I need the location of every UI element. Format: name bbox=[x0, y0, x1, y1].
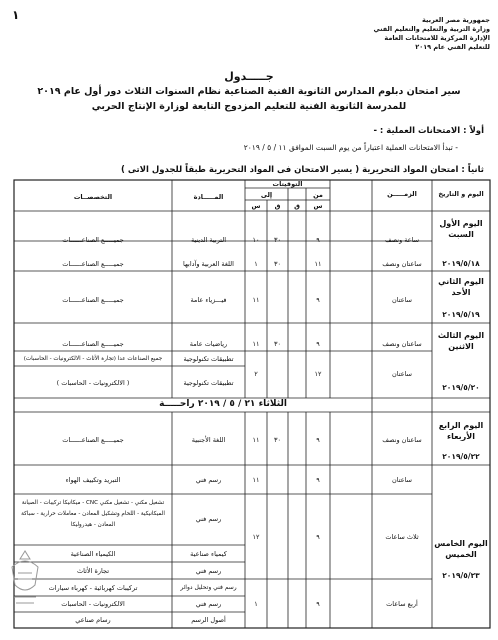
from-hour-cell: ٩ bbox=[316, 296, 320, 304]
subject-cell: تطبيقات تكنولوجية bbox=[183, 355, 234, 363]
specialization-cell: الكيمياء الصناعية bbox=[70, 550, 116, 558]
document-title: جـــــدول bbox=[224, 70, 274, 83]
subject-cell: رسم فني وتحليل دوائر bbox=[180, 584, 237, 591]
to-minute-cell: ٣٠ bbox=[274, 436, 281, 444]
specialization-cell: رسام صناعي bbox=[75, 616, 111, 624]
header-from-hour: س bbox=[313, 202, 323, 210]
header-specialization: التخصصــات bbox=[73, 193, 113, 201]
day-5-cell: اليوم الخامس الخميس bbox=[434, 539, 488, 559]
from-hour-cell: ٩ bbox=[316, 533, 320, 541]
header-from: من bbox=[313, 191, 323, 199]
subject-cell: رسم فني bbox=[195, 476, 222, 484]
to-hour-cell: ١٠ bbox=[252, 236, 260, 244]
to-hour-cell: ١١ bbox=[252, 436, 260, 444]
subject-cell: تطبيقات تكنولوجية bbox=[183, 379, 234, 387]
duration-cell: ساعة ونصف bbox=[384, 236, 420, 244]
header-day-date: اليوم و التاريخ bbox=[438, 190, 484, 198]
subject-cell: كيمياء صناعية bbox=[190, 550, 227, 558]
specialization-cell: تجارة الأثاث bbox=[76, 567, 110, 575]
subject-cell: رياضيات عامة bbox=[189, 340, 228, 348]
duration-cell: أربع ساعات bbox=[386, 600, 418, 608]
subject-cell: فيـــزياء عامة bbox=[190, 296, 227, 304]
document-subtitle: سير امتحان دبلوم المدارس الثانوية الفنية الصناعية نظام السنوات الثلاث دور أول عام ٢٠١٩ bbox=[37, 86, 461, 97]
to-minute-cell: ٣٠ bbox=[274, 260, 281, 268]
section-practical-note: - تبدأ الامتحانات العملية اعتباراً من يوم السبت الموافق ١١ / ٥ / ٢٠١٩ bbox=[243, 143, 458, 152]
header-to-hour: س bbox=[251, 202, 261, 210]
to-hour-cell: ٢ bbox=[254, 370, 258, 378]
ministry-line: جمهورية مصر العربية bbox=[422, 16, 490, 24]
specialization-cell: جميع الصناعات عدا (تجارة الأثاث - الالكترونيات - الحاسبات) bbox=[23, 356, 163, 362]
section-practical-title: أولاً : الامتحانات العملية : - bbox=[373, 126, 484, 136]
page-number: ١ bbox=[12, 8, 20, 22]
specialization-cell: الالكترونيات - الحاسبات bbox=[61, 600, 125, 608]
to-minute-cell: ٣٠ bbox=[274, 236, 281, 244]
to-hour-cell: ١٢ bbox=[252, 533, 260, 541]
day-4-date: ٢٠١٩/٥/٢٢ bbox=[442, 452, 480, 461]
from-hour-cell: ٩ bbox=[316, 600, 320, 608]
specialization-cell: جميـــــع الصناعــــــات bbox=[62, 296, 124, 304]
day-3-date: ٢٠١٩/٥/٢٠ bbox=[442, 383, 480, 392]
day-3-cell: اليوم الثالث الاثنين bbox=[437, 331, 485, 351]
specialization-cell: جميـــــع الصناعــــــات bbox=[62, 260, 124, 268]
header-to: إلى bbox=[260, 191, 273, 199]
specialization-cell: ( الالكترونيات - الحاسبات ) bbox=[56, 379, 130, 387]
specialization-cell: التبريد وتكييف الهواء bbox=[65, 476, 121, 484]
specialization-cell: جميـــــع الصناعــــــات bbox=[62, 236, 124, 244]
subject-cell: أصول الرسم bbox=[191, 616, 226, 624]
section-written-title: ثانياً : امتحان المواد التحريرية ( يسير الامتحان فى المواد التحريرية طبقاً للجدول الاتى ) bbox=[121, 165, 484, 175]
from-hour-cell: ١١ bbox=[314, 260, 322, 268]
subject-cell: رسم فني bbox=[195, 515, 222, 523]
from-hour-cell: ١٢ bbox=[314, 370, 322, 378]
from-hour-cell: ٩ bbox=[316, 476, 320, 484]
from-hour-cell: ٩ bbox=[316, 340, 320, 348]
ministry-line: الإدارة المركزية للامتحانات العامة bbox=[384, 34, 490, 42]
subject-cell: رسم فني bbox=[195, 567, 222, 575]
duration-cell: ساعتان bbox=[391, 296, 413, 304]
duration-cell: ساعتان bbox=[391, 476, 413, 484]
to-hour-cell: ١١ bbox=[252, 476, 260, 484]
subject-cell: رسم فني bbox=[195, 600, 222, 608]
header-from-minute: ق bbox=[294, 202, 300, 210]
duration-cell: ثلاث ساعات bbox=[385, 533, 419, 541]
from-hour-cell: ٩ bbox=[316, 436, 320, 444]
header-times: التوقيتات bbox=[272, 180, 303, 188]
to-hour-cell: ١ bbox=[254, 600, 258, 608]
header-duration: الزمـــــن bbox=[387, 190, 417, 198]
specialization-cell: جميـــــع الصناعــــــات bbox=[62, 436, 124, 444]
eagle-seal-icon bbox=[8, 545, 42, 615]
day-1-date: ٢٠١٩/٥/١٨ bbox=[442, 259, 480, 268]
subject-cell: اللغة الأجنبية bbox=[191, 436, 226, 444]
ministry-line: وزارة التربية والتعليم والتعليم الفني bbox=[373, 25, 490, 33]
duration-cell: ساعتان ونصف bbox=[382, 436, 422, 444]
to-hour-cell: ١١ bbox=[252, 296, 260, 304]
subject-cell: اللغة العربية وآدابها bbox=[183, 260, 234, 268]
day-2-cell: اليوم الثاني الأحد bbox=[438, 277, 484, 297]
specialization-cell: تشغيل مكني - تشغيل مكني CNC - ميكانيكا تركيبات - الصيانة الميكانيكية - اللحام وتشكيل المعادن - معاملات حرارية - سباكة المعادن - هيدروليكا bbox=[21, 500, 165, 528]
specialization-cell: جميـــــع الصناعــــــات bbox=[62, 340, 124, 348]
day-2-date: ٢٠١٩/٥/١٩ bbox=[442, 310, 480, 319]
subject-cell: التربية الدينية bbox=[190, 236, 227, 244]
duration-cell: ساعتان bbox=[391, 370, 413, 378]
to-hour-cell: ١ bbox=[254, 260, 258, 268]
day-4-cell: اليوم الرابع الأربعاء bbox=[438, 421, 484, 441]
day-1-cell: اليوم الأول السبت bbox=[439, 219, 483, 239]
header-subject: المـــــادة bbox=[193, 193, 224, 201]
document-subtitle-school: للمدرسة الثانوية الفنية للتعليم المزدوج التابعة لوزارة الإنتاج الحربي bbox=[91, 101, 407, 112]
specialization-cell: تركيبات كهربائية - كهرباء سيارات bbox=[48, 584, 138, 592]
ministry-line: للتعليم الفني عام ٢٠١٩ bbox=[415, 43, 490, 51]
from-hour-cell: ٩ bbox=[316, 236, 320, 244]
to-minute-cell: ٣٠ bbox=[274, 340, 281, 348]
duration-cell: ساعتان ونصف bbox=[382, 260, 422, 268]
to-hour-cell: ١١ bbox=[252, 340, 260, 348]
header-to-minute: ق bbox=[274, 202, 281, 210]
day-5-date: ٢٠١٩/٥/٢٣ bbox=[442, 571, 480, 580]
rest-day-row: الثلاثاء ٢١ / ٥ / ٢٠١٩ راحـــــة bbox=[159, 399, 287, 409]
duration-cell: ساعتان ونصف bbox=[382, 340, 422, 348]
